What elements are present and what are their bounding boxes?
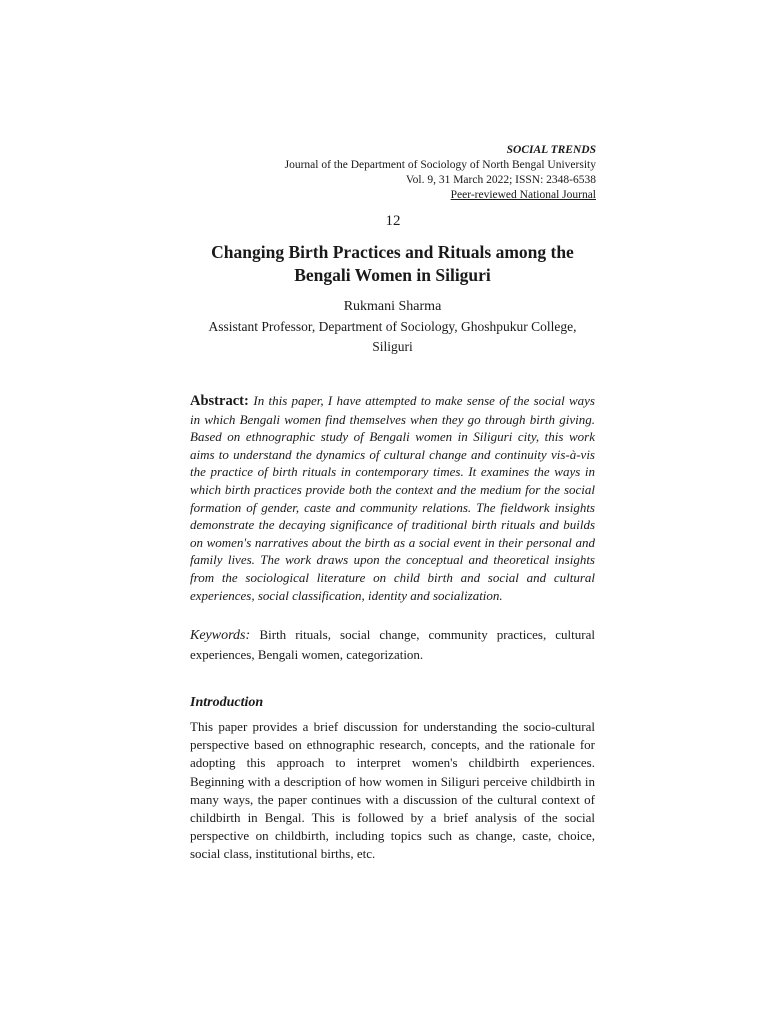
peer-review-note: Peer-reviewed National Journal — [450, 189, 596, 201]
journal-header — [285, 143, 596, 203]
keywords-text: Birth rituals, social change, community practices, cultural experiences, Bengali women, categorization. — [190, 627, 595, 662]
journal-subtitle: Journal of the Department of Sociology of North Bengal University — [284, 159, 596, 171]
author-affiliation: Assistant Professor, Department of Sociology, Ghoshpukur College, Siliguri — [208, 319, 577, 354]
abstract — [190, 392, 595, 604]
abstract-text: In this paper, I have attempted to make sense of the social ways in which Bengali women find themselves when they go through birth giving. Based on ethnographic study of Bengali women in Siliguri city, this work aims to understand the dynamics of cultural change and continuity vis-à-vis the practice of birth rituals in contemporary times. It examines the ways in which birth practices provide both the context and the medium for the social formation of gender, caste and community relations. The fieldwork insights demonstrate the decaying significance of traditional birth rituals and builds on women's narratives about the birth as a social event in their personal and family lives. The work draws upon the conceptual and theoretical insights from the sociological literature on child birth and social and cultural experiences, social classification, identity and socialization. — [190, 393, 595, 603]
paper-title: Changing Birth Practices and Rituals among the Bengali Women in Siliguri — [211, 242, 574, 285]
keywords-label: Keywords: — [190, 628, 260, 643]
introduction-text: This paper provides a brief discussion for understanding the socio-cultural perspective based on ethnographic research, concepts, and the rationale for adopting this approach to interpret women's childbirth experiences. Beginning with a description of how women in Siliguri perceive childbirth in many ways, the paper continues with a discussion of the cultural context of childbirth in Bengal. This is followed by a brief analysis of the social perspective on childbirth, including topics such as change, caste, choice, social class, institutional births, etc. — [190, 719, 595, 862]
journal-name: SOCIAL TRENDS — [506, 144, 596, 156]
journal-volume: Vol. 9, 31 March 2022; ISSN: 2348-6538 — [405, 174, 596, 186]
author-name: Rukmani Sharma — [343, 299, 442, 314]
keywords — [190, 626, 595, 664]
chapter-number: 12 — [385, 213, 401, 229]
abstract-label: Abstract: — [190, 393, 254, 409]
introduction-heading: Introduction — [190, 695, 264, 710]
